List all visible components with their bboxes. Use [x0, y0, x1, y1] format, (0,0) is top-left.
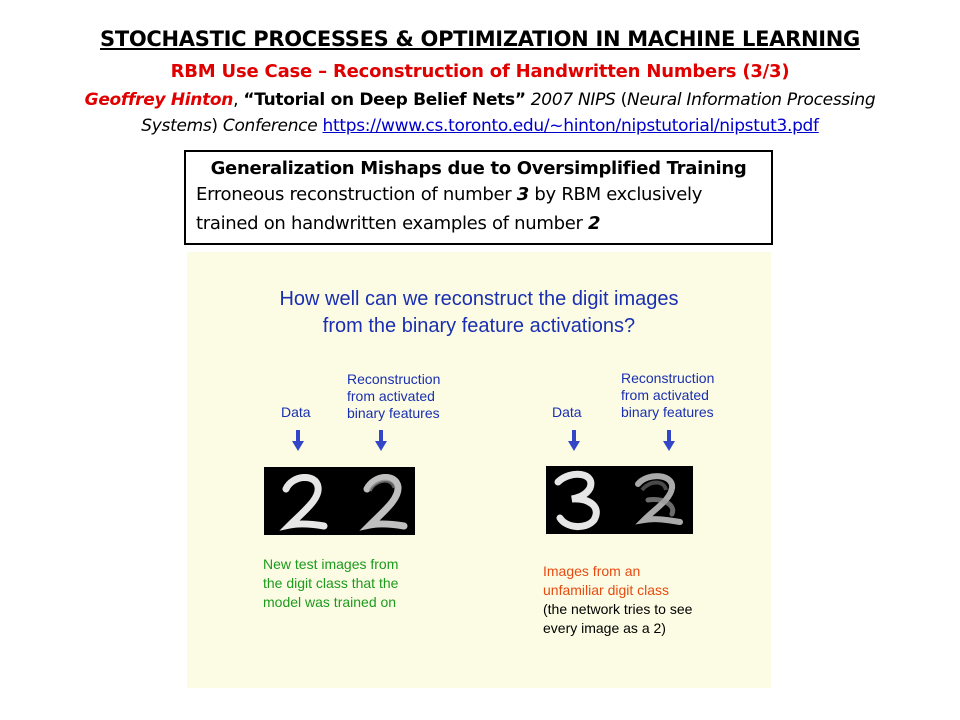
right-data-label: Data	[552, 404, 582, 420]
left-caption-line-1: New test images from	[263, 556, 399, 572]
citation-venue-full: Neural Information Processing Systems	[141, 90, 876, 136]
question-line-1: How well can we reconstruct the digit images	[279, 288, 679, 310]
right-caption	[543, 562, 692, 638]
right-caption-line-2: unfamiliar digit class	[543, 582, 670, 598]
citation-tutorial: “Tutorial on Deep Belief Nets”	[243, 90, 526, 110]
down-arrow-icon	[375, 430, 387, 452]
figure-question	[187, 286, 771, 340]
citation	[60, 87, 900, 139]
slide-title: STOCHASTIC PROCESSES & OPTIMIZATION IN MACHINE LEARNING	[100, 27, 860, 51]
citation-link[interactable]: https://www.cs.toronto.edu/~hinton/nipstutorial/nipstut3.pdf	[322, 116, 819, 136]
right-digit-images	[546, 466, 693, 534]
down-arrow-icon	[568, 430, 580, 452]
callout-line1-text: Erroneous reconstruction of number	[196, 184, 517, 205]
left-recon-line-1: Reconstruction	[347, 371, 441, 387]
left-caption-line-2: the digit class that the	[263, 575, 399, 591]
left-caption-line-3: model was trained on	[263, 594, 397, 610]
left-digit-images	[264, 467, 415, 535]
citation-paren-open: (	[620, 90, 627, 110]
callout-body	[186, 180, 771, 238]
citation-sep: ,	[233, 90, 244, 110]
left-data-label: Data	[281, 404, 311, 420]
left-recon-line-2: from activated	[347, 388, 435, 404]
callout-box	[184, 150, 773, 245]
citation-paren-close: )	[211, 116, 218, 136]
question-line-2: from the binary feature activations?	[322, 315, 636, 337]
callout-number-3: 3	[516, 184, 529, 205]
down-arrow-icon	[292, 430, 304, 452]
citation-conf: Conference	[217, 116, 323, 136]
right-caption-line-4: every image as a 2)	[543, 620, 666, 636]
down-arrow-icon	[663, 430, 675, 452]
left-caption	[263, 555, 398, 612]
right-recon-line-1: Reconstruction	[621, 370, 715, 386]
callout-heading: Generalization Mishaps due to Oversimplified Training	[210, 158, 747, 179]
slide-subtitle: RBM Use Case – Reconstruction of Handwritten Numbers (3/3)	[170, 61, 790, 82]
right-recon-label	[621, 370, 714, 421]
right-caption-line-3: (the network tries to see	[543, 601, 693, 617]
citation-author: Geoffrey Hinton	[84, 90, 234, 110]
right-recon-line-3: binary features	[621, 404, 714, 420]
callout-number-2: 2	[588, 213, 601, 234]
left-recon-line-3: binary features	[347, 405, 440, 421]
citation-venue: 2007 NIPS	[525, 90, 621, 110]
callout-line2-text: trained on handwritten examples of number	[196, 213, 588, 234]
left-recon-label	[347, 371, 440, 422]
right-recon-line-2: from activated	[621, 387, 709, 403]
right-caption-line-1: Images from an	[543, 563, 641, 579]
callout-line1-rest: by RBM exclusively	[529, 184, 703, 205]
